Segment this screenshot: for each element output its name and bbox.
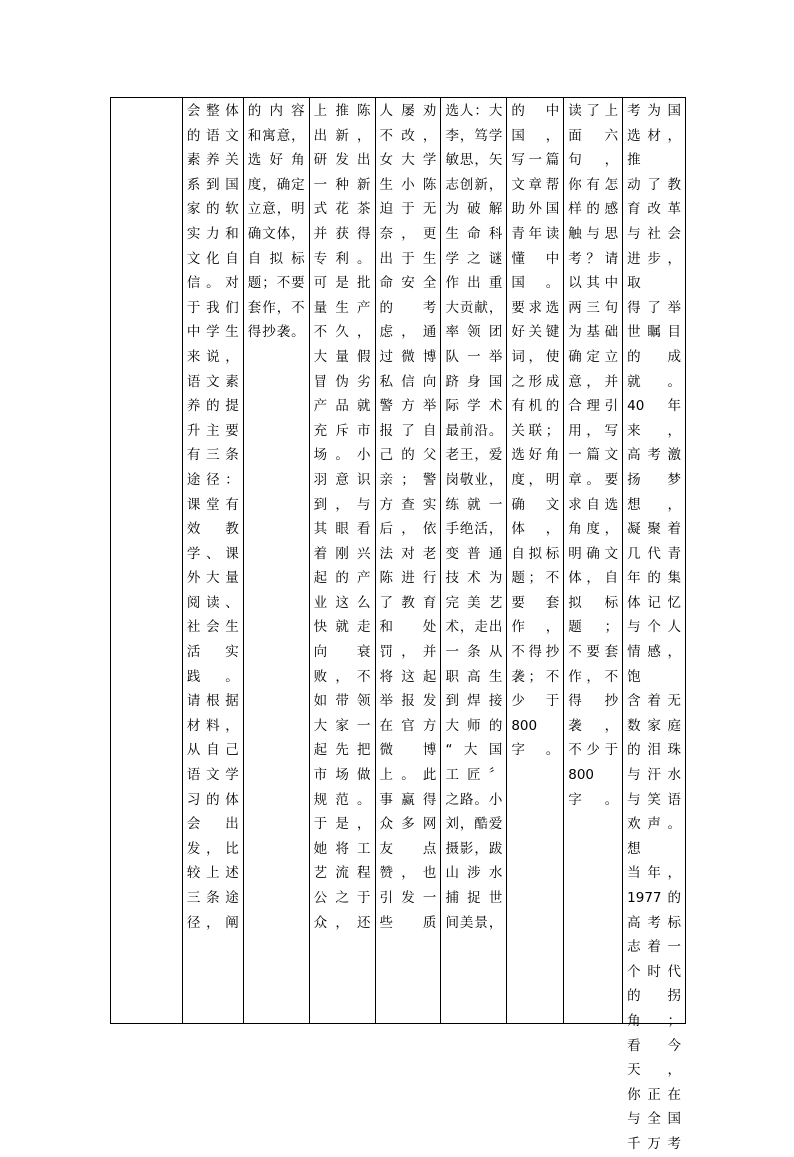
- table-column-5: [376, 98, 442, 1023]
- table-column-8: [564, 98, 623, 1023]
- table-cell: 会整体 的语文 素养关 系到国 家的软 实力和 文化自 信。对 于我们 中学生 来说， 语文素 养的提 升主要 有三条 途径： 课堂有 效教 学、课 外大量 阅读、 社会生 活实 践。 请根据 材料， 从自己 语文学 习的体 会出 发，比 较上述 三条途 径，阐: [186, 103, 239, 931]
- table-column-1: [111, 98, 183, 1023]
- table-column-9: [623, 98, 686, 1152]
- table-cell: 考为国 选材，推 动了教 育改革 与社会 进步，取 得了举 世瞩目 的成就。 40年来， 高考激 扬梦想， 凝聚着 几代青 年的集 体记忆 与个人 情感，饱 含着无 数家庭 的泪珠 与汗水 与笑语 欢声。想 当年， 1977的 高考标 志着一 个时代 的拐角； 看今天， 你正在 与全国 千万考: [627, 103, 682, 1152]
- table-column-2: [183, 98, 244, 1023]
- table-column-3: [244, 98, 310, 1023]
- table-cell: 选人：大 李，笃学 敏思，矢 志创新， 为破解 生命科 学之谜 作出重 大贡献， 率领团 队一举 跻身国 际学术 最前沿。 老王，爱 岗敬业， 练就一 手绝活， 变普通 技术为 完美艺 术，走出 一条从 职高生 到焊接 大师的 “大国 工匠〞 之路。小 刘，酷爱 摄影，跋 山涉水 捕捉世 间美景，: [445, 103, 503, 931]
- table-column-7: [507, 98, 564, 1023]
- table-cell: 的内容 和寓意， 选好角 度，确定 立意，明 确文体， 自拟标 题；不要 套作，不 得抄袭。: [247, 103, 305, 341]
- table-column-6: [441, 98, 507, 1023]
- table-cell: 读了上 面六句， 你有怎 样的感 触与思 考？请 以其中 两三句 为基础 确定立 意，并 合理引 用，写 一篇文 章。要 求自选 角度， 明确文 体，自 拟标题； 不要套 作，不 得抄袭， 不少于 800字。: [568, 103, 619, 808]
- essay-prompts-table: [110, 97, 686, 1152]
- table-cell: 上推陈 出新， 研发出 一种新 式花茶 并获得 专利。 可是批 量生产 不久， 大量假 冒伪劣 产品就 充斥市 场。小 羽意识 到，与 其眼看 着刚兴 起的产 业这么 快就走 向衰 败，不 如带领 大家一 起先把 市场做 规范。 于是， 她将工 艺流程 公之于 众，还: [313, 103, 371, 931]
- table-cell: 人屡劝 不改， 女大学 生小陈 迫于无 奈，更 出于生 命安全 的考 虑，通 过微博 私信向 警方举 报了自 己的父 亲；警 方查实 后，依 法对老 陈进行 了教育 和处 罚，并 将这起 举报发 在官方 微博 上。此 事赢得 众多网 友点 赞，也 引发一 些质: [379, 103, 437, 931]
- table-column-4: [310, 98, 376, 1023]
- table-cell: 的中国， 写一篇 文章帮 助外国 青年读 懂中国。 要求选 好关键 词，使 之形成 有机的 关联； 选好角 度，明 确文体， 自拟标 题；不 要套作， 不得抄 袭；不 少于 800字。: [511, 103, 560, 759]
